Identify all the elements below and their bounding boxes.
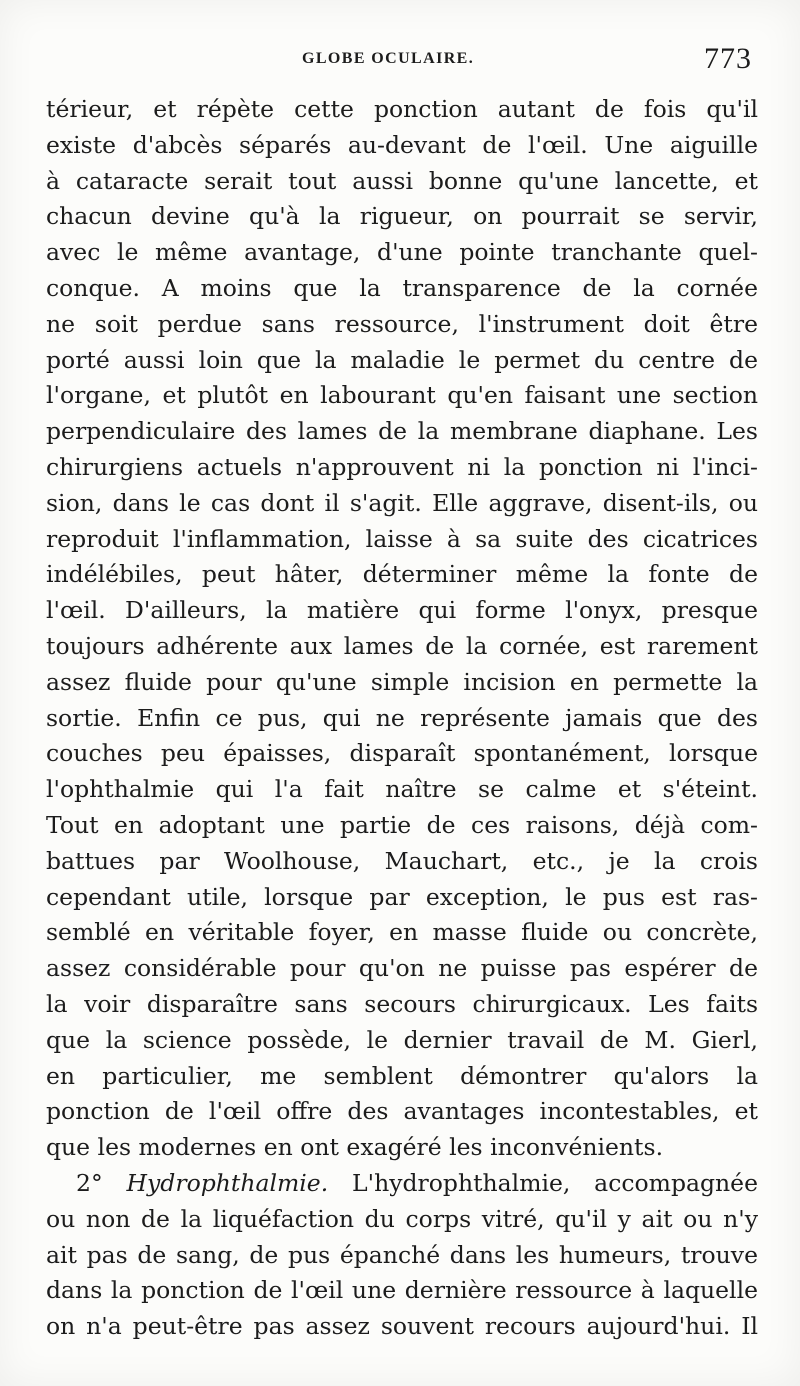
text-line: Tout en adoptant une partie de ces raisons, déjà com- xyxy=(46,810,758,839)
text-line: semblé en véritable foyer, en masse fluide ou concrète, xyxy=(46,918,758,947)
text-line: battues par Woolhouse, Mauchart, etc., je la crois xyxy=(46,846,758,875)
text-line: avec le même avantage, d'une pointe tranchante quel- xyxy=(46,238,758,267)
text-line: couches peu épaisses, disparaît spontanément, lorsque xyxy=(46,739,758,768)
text-line: ou non de la liquéfaction du corps vitré, qu'il y ait ou n'y xyxy=(46,1204,758,1233)
text-line: l'œil. D'ailleurs, la matière qui forme l'onyx, presque xyxy=(46,596,758,625)
text-line: cependant utile, lorsque par exception, le pus est ras- xyxy=(46,882,758,911)
text-line: la voir disparaître sans secours chirurgicaux. Les faits xyxy=(46,989,758,1018)
text-line: indélébiles, peut hâter, déterminer même la fonte de xyxy=(46,560,758,589)
section-first-line-text: L'hydrophthalmie, accompagnée xyxy=(328,1168,758,1197)
section-number: 2° xyxy=(76,1168,127,1197)
text-line: on n'a peut-être pas assez souvent recours aujourd'hui. Il xyxy=(46,1312,758,1341)
text-line: en particulier, me semblent démontrer qu'alors la xyxy=(46,1061,758,1090)
text-line: que la science possède, le dernier travail de M. Gierl, xyxy=(46,1025,758,1054)
text-line: l'organe, et plutôt en labourant qu'en faisant une section xyxy=(46,381,758,410)
text-line: ne soit perdue sans ressource, l'instrument doit être xyxy=(46,309,758,338)
text-line: porté aussi loin que la maladie le permet du centre de xyxy=(46,345,758,374)
text-line: toujours adhérente aux lames de la cornée, est rarement xyxy=(46,631,758,660)
paragraph-end-line: que les modernes en ont exagéré les inconvénients. xyxy=(46,1133,664,1162)
page-header xyxy=(0,42,800,76)
text-line: chacun devine qu'à la rigueur, on pourrait se servir, xyxy=(46,202,758,231)
running-title: GLOBE OCULAIRE. xyxy=(302,50,475,67)
text-line: ait pas de sang, de pus épanché dans les humeurs, trouve xyxy=(46,1240,758,1269)
text-line: existe d'abcès séparés au-devant de l'œil. Une aiguille xyxy=(46,130,758,159)
text-line: sortie. Enfin ce pus, qui ne représente jamais que des xyxy=(46,703,758,732)
text-line: térieur, et répète cette ponction autant de fois qu'il xyxy=(46,95,758,123)
section-title: Hydrophthalmie. xyxy=(126,1168,329,1197)
text-line: assez fluide pour qu'une simple incision en permette la xyxy=(46,667,758,696)
text-line: assez considérable pour qu'on ne puisse pas espérer de xyxy=(46,954,758,983)
text-line: chirurgiens actuels n'approuvent ni la ponction ni l'inci- xyxy=(46,452,758,481)
text-line: conque. A moins que la transparence de la cornée xyxy=(46,273,758,302)
page-number: 773 xyxy=(704,42,752,75)
text-line: ponction de l'œil offre des avantages incontestables, et xyxy=(46,1097,758,1126)
text-line: à cataracte serait tout aussi bonne qu'une lancette, et xyxy=(46,166,758,195)
section-heading-line xyxy=(46,1166,758,1202)
text-line: dans la ponction de l'œil une dernière ressource à laquelle xyxy=(46,1276,758,1305)
text-line: reproduit l'inflammation, laisse à sa suite des cicatrices xyxy=(46,524,758,553)
text-line: perpendiculaire des lames de la membrane diaphane. Les xyxy=(46,417,758,446)
text-line: sion, dans le cas dont il s'agit. Elle aggrave, disent-ils, ou xyxy=(46,488,758,517)
text-line: l'ophthalmie qui l'a fait naître se calme et s'éteint. xyxy=(46,775,758,804)
body-text xyxy=(46,92,758,1345)
